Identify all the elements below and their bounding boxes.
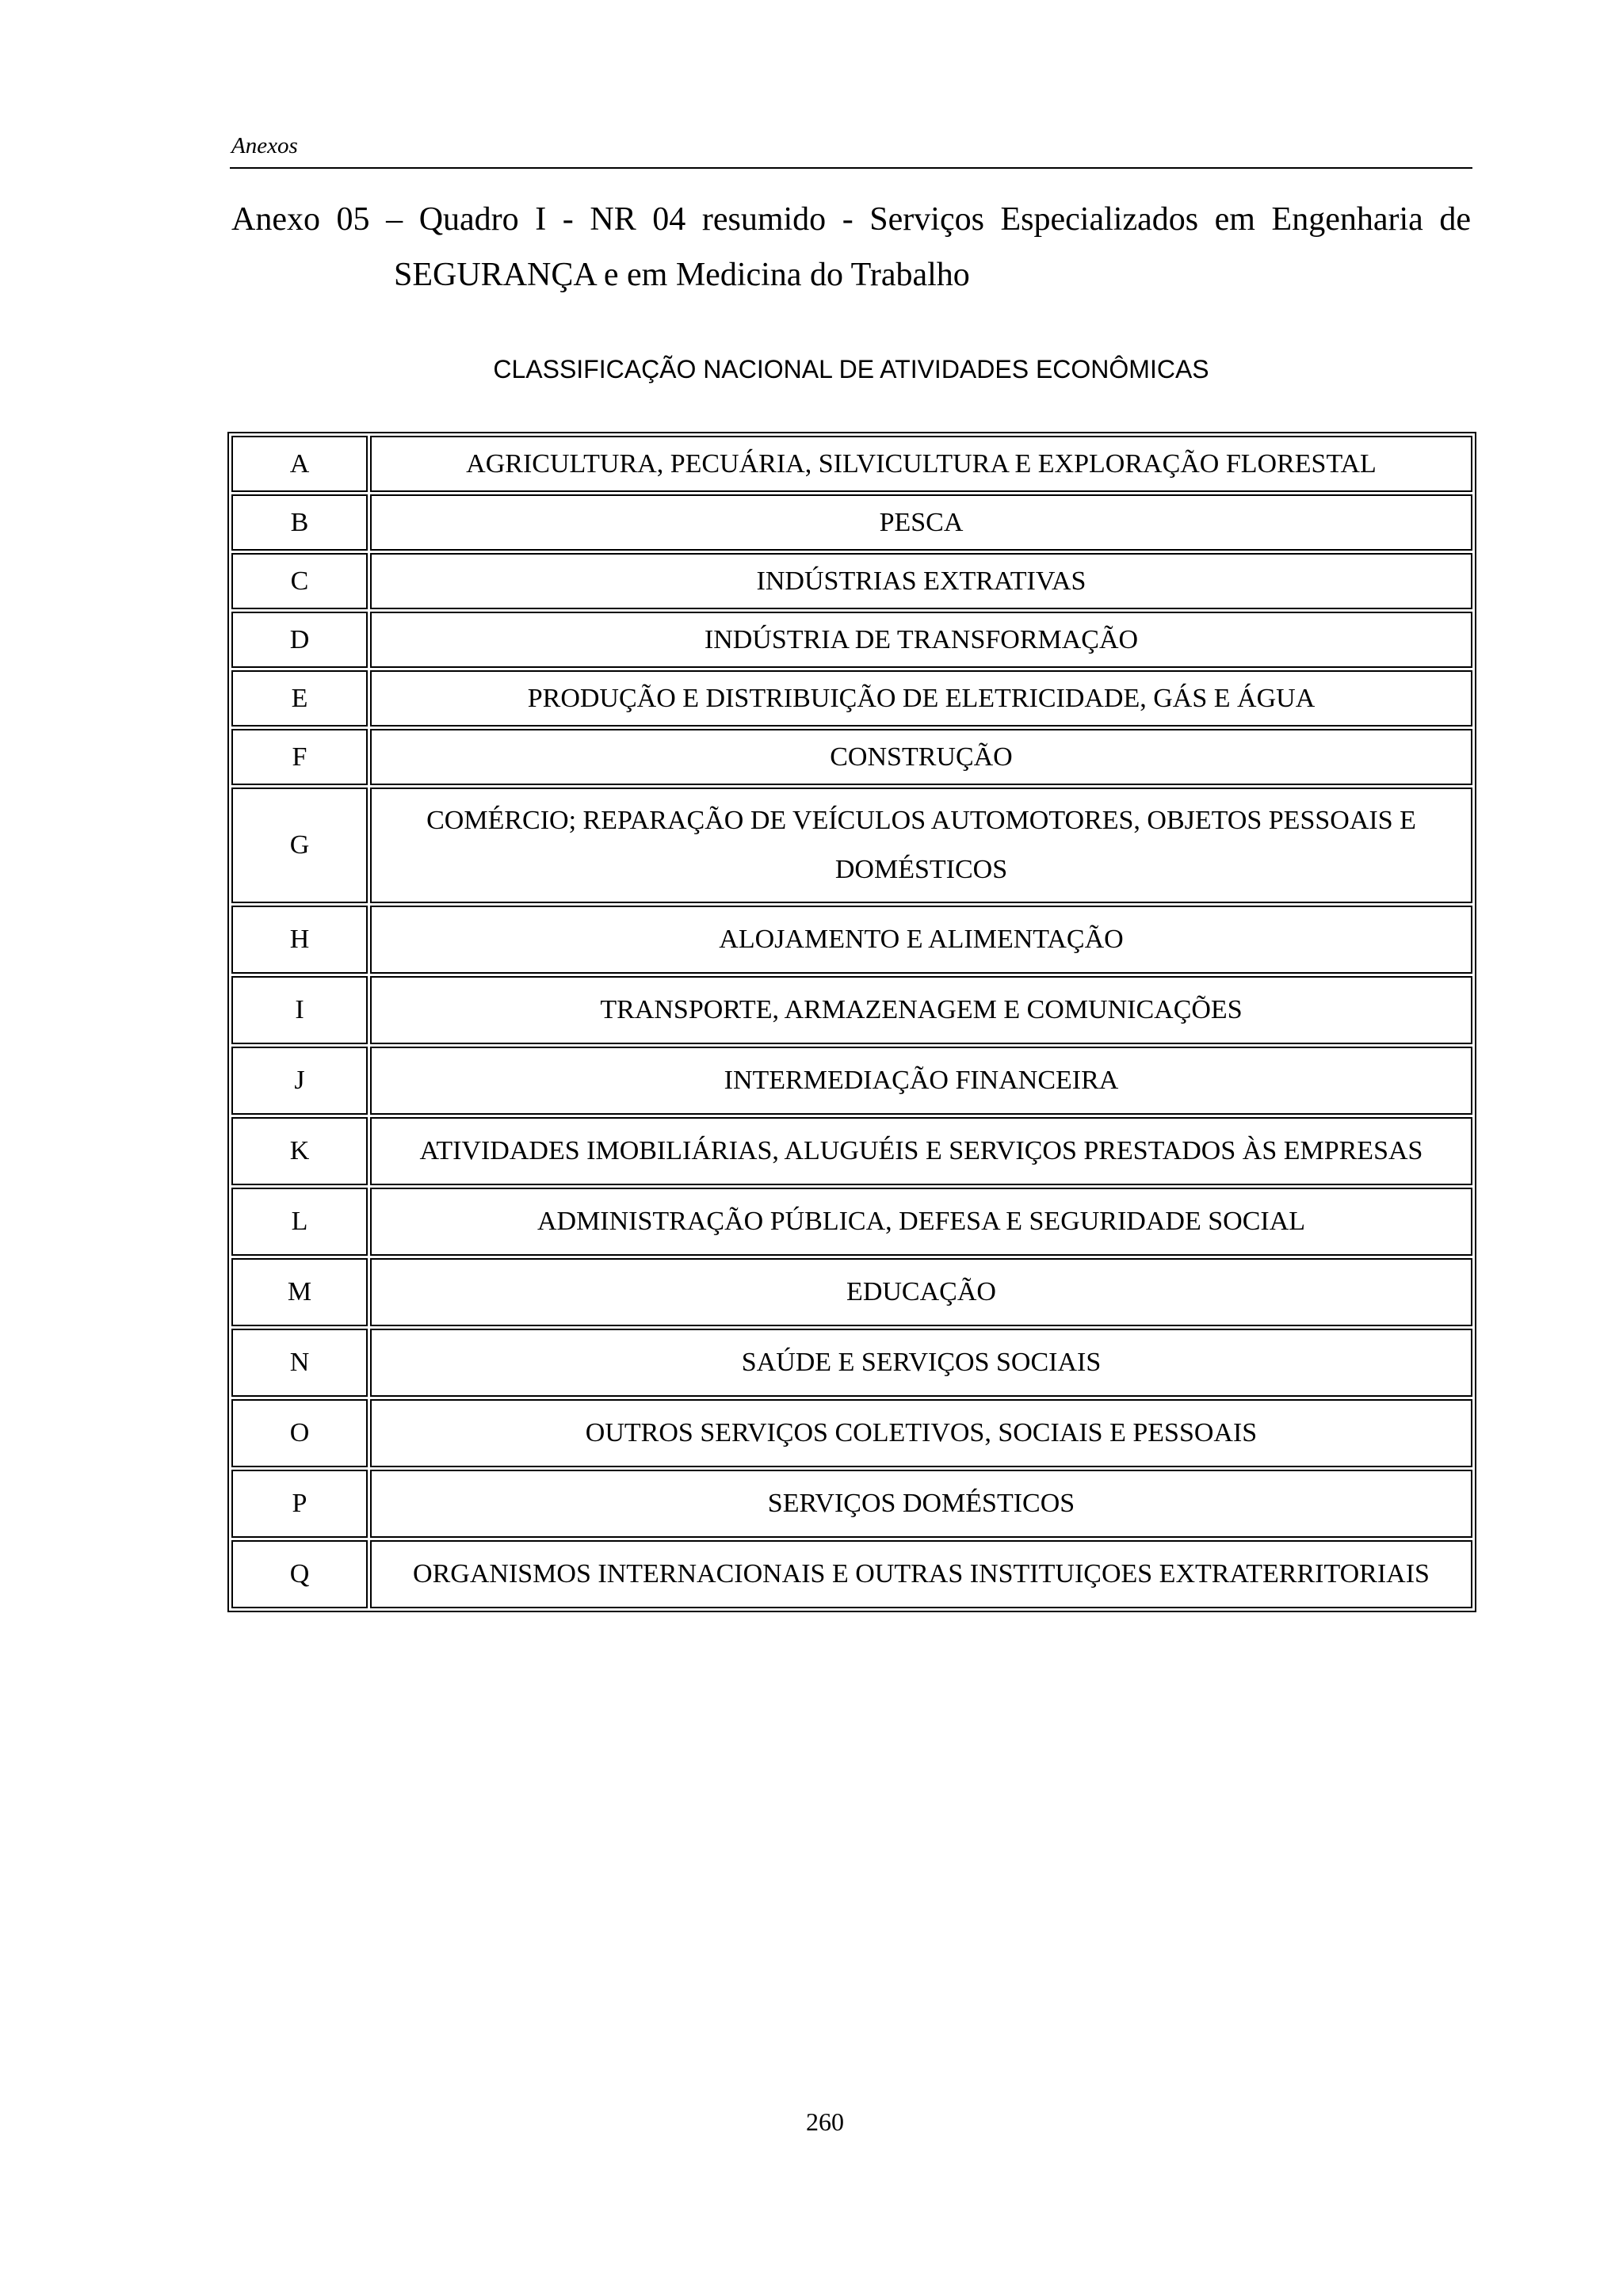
section-description: INDÚSTRIAS EXTRATIVAS — [370, 553, 1472, 609]
table-row — [231, 1540, 1472, 1608]
section-description: SERVIÇOS DOMÉSTICOS — [370, 1470, 1472, 1538]
section-code: A — [231, 436, 368, 492]
table-row — [231, 1188, 1472, 1256]
table-row — [231, 1399, 1472, 1467]
section-description: PESCA — [370, 494, 1472, 551]
section-description: INDÚSTRIA DE TRANSFORMAÇÃO — [370, 612, 1472, 668]
section-description: EDUCAÇÃO — [370, 1258, 1472, 1326]
activities-table — [227, 432, 1476, 1612]
section-code: P — [231, 1470, 368, 1538]
section-code: E — [231, 670, 368, 727]
section-code: I — [231, 976, 368, 1044]
document-title-line-1: Anexo 05 – Quadro I - NR 04 resumido - Serviços Especializados em Engenharia de — [231, 201, 1471, 238]
section-code: N — [231, 1329, 368, 1397]
table-row — [231, 670, 1472, 727]
section-description: INTERMEDIAÇÃO FINANCEIRA — [370, 1047, 1472, 1115]
table-row — [231, 1470, 1472, 1538]
table-row — [231, 553, 1472, 609]
section-code: H — [231, 906, 368, 974]
table-row — [231, 612, 1472, 668]
table-row — [231, 788, 1472, 903]
section-code: M — [231, 1258, 368, 1326]
table-row — [231, 1329, 1472, 1397]
section-description: CONSTRUÇÃO — [370, 729, 1472, 785]
section-heading: CLASSIFICAÇÃO NACIONAL DE ATIVIDADES ECONÔMICAS — [493, 355, 1209, 383]
section-code: J — [231, 1047, 368, 1115]
table-row — [231, 906, 1472, 974]
section-code: G — [231, 788, 368, 903]
table-row — [231, 1258, 1472, 1326]
section-description: AGRICULTURA, PECUÁRIA, SILVICULTURA E EXPLORAÇÃO FLORESTAL — [370, 436, 1472, 492]
section-description: ORGANISMOS INTERNACIONAIS E OUTRAS INSTITUIÇOES EXTRATERRITORIAIS — [370, 1540, 1472, 1608]
activities-table-wrapper — [227, 432, 1476, 1612]
table-row — [231, 729, 1472, 785]
section-description: ADMINISTRAÇÃO PÚBLICA, DEFESA E SEGURIDADE SOCIAL — [370, 1188, 1472, 1256]
section-code: L — [231, 1188, 368, 1256]
page-number: 260 — [806, 2107, 844, 2136]
section-description: ATIVIDADES IMOBILIÁRIAS, ALUGUÉIS E SERVIÇOS PRESTADOS ÀS EMPRESAS — [370, 1117, 1472, 1185]
section-code: K — [231, 1117, 368, 1185]
section-description: COMÉRCIO; REPARAÇÃO DE VEÍCULOS AUTOMOTORES, OBJETOS PESSOAIS E DOMÉSTICOS — [370, 788, 1472, 903]
table-row — [231, 494, 1472, 551]
section-code: Q — [231, 1540, 368, 1608]
document-title — [231, 192, 1471, 303]
section-code: D — [231, 612, 368, 668]
document-title-line-2: SEGURANÇA e em Medicina do Trabalho — [394, 257, 970, 293]
section-description: ALOJAMENTO E ALIMENTAÇÃO — [370, 906, 1472, 974]
running-header: Anexos — [231, 133, 298, 158]
section-code: F — [231, 729, 368, 785]
section-description: PRODUÇÃO E DISTRIBUIÇÃO DE ELETRICIDADE, GÁS E ÁGUA — [370, 670, 1472, 727]
section-description: TRANSPORTE, ARMAZENAGEM E COMUNICAÇÕES — [370, 976, 1472, 1044]
table-row — [231, 436, 1472, 492]
section-code: C — [231, 553, 368, 609]
table-row — [231, 1047, 1472, 1115]
header-divider — [230, 167, 1472, 169]
section-code: O — [231, 1399, 368, 1467]
section-description: SAÚDE E SERVIÇOS SOCIAIS — [370, 1329, 1472, 1397]
section-code: B — [231, 494, 368, 551]
table-row — [231, 1117, 1472, 1185]
table-row — [231, 976, 1472, 1044]
section-description: OUTROS SERVIÇOS COLETIVOS, SOCIAIS E PESSOAIS — [370, 1399, 1472, 1467]
